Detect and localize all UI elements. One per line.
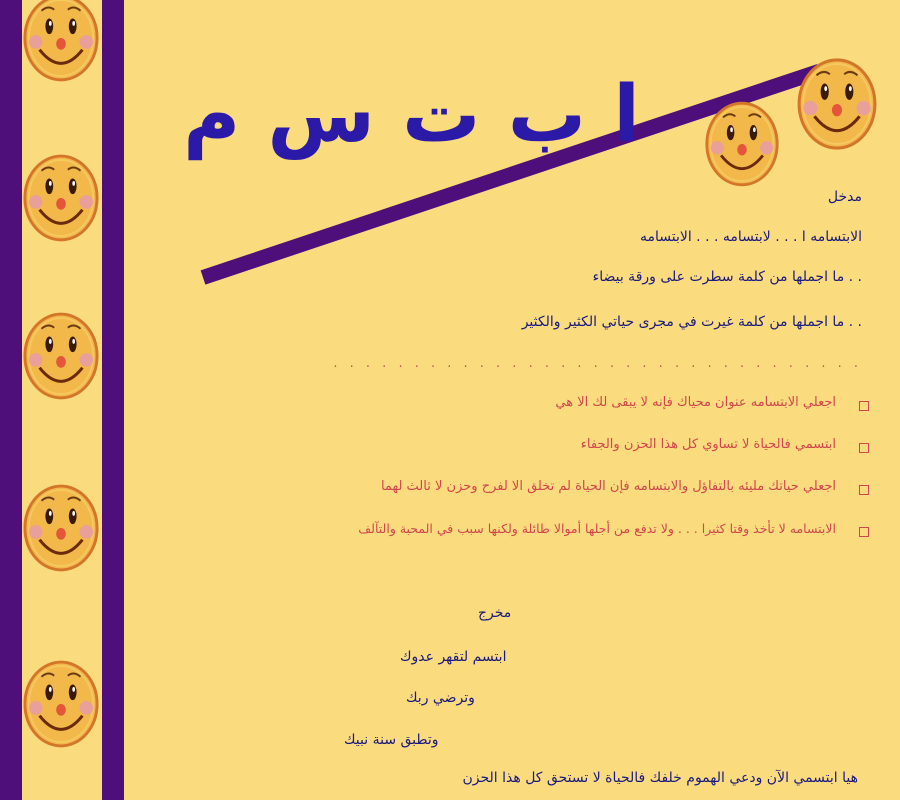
smiley-face-icon: [22, 482, 100, 574]
smiley-face-icon: [796, 42, 878, 166]
checkbox-bullet-icon: [859, 485, 869, 495]
checkbox-bullet-icon: [859, 401, 869, 411]
footer-text: هيا ابتسمي الآن ودعي الهموم خلفك فالحياة لا تستحق كل هذا الحزن: [462, 770, 858, 786]
right-purple-stripe: [102, 0, 124, 800]
smiley-face-icon: [22, 152, 100, 244]
tip-item: اجعلي حياتك مليئه بالتفاؤل والابتسامه فإن الحياة لم تخلق الا لفرح وحزن لا ثالث لهما: [380, 479, 836, 494]
smiley-face-icon: [22, 658, 100, 750]
intro-line: . . ما اجملها من كلمة سطرت على ورقة بيضاء: [592, 269, 862, 285]
outro-line: ابتسم لتقهر عدوك: [400, 649, 507, 665]
intro-line: . . ما اجملها من كلمة غيرت في مجرى حياتي الكثير والكثير: [521, 314, 862, 330]
outro-heading: مخرج: [478, 605, 512, 621]
intro-heading: مدخل: [827, 189, 862, 205]
outro-line: وترضي ربك: [406, 690, 475, 706]
tip-item: الابتسامه لا تأخذ وقتا كثيرا . . . ولا تدفع من أجلها أموالا طائلة ولكنها سبب في المحبة والتآلف: [358, 521, 836, 536]
left-purple-stripe: [0, 0, 22, 800]
tip-item: ابتسمي فالحياة لا تساوي كل هذا الحزن والجفاء: [580, 437, 836, 452]
intro-line: الابتسامه ا . . . لابتسامه . . . الابتسامه: [639, 229, 862, 245]
dotted-separator: . . . . . . . . . . . . . . . . . . . . . . . . . . . . . . . . .: [333, 356, 862, 371]
tip-item: اجعلي الابتسامه عنوان محياك فإنه لا يبقى لك الا هي: [555, 395, 836, 410]
checkbox-bullet-icon: [859, 527, 869, 537]
smiley-face-icon: [22, 310, 100, 402]
smiley-face-icon: [22, 0, 100, 84]
smiley-face-icon: [704, 100, 780, 188]
outro-line: وتطبق سنة نبيك: [344, 732, 439, 748]
page-title: ا ب ت س م: [183, 70, 640, 160]
checkbox-bullet-icon: [859, 443, 869, 453]
